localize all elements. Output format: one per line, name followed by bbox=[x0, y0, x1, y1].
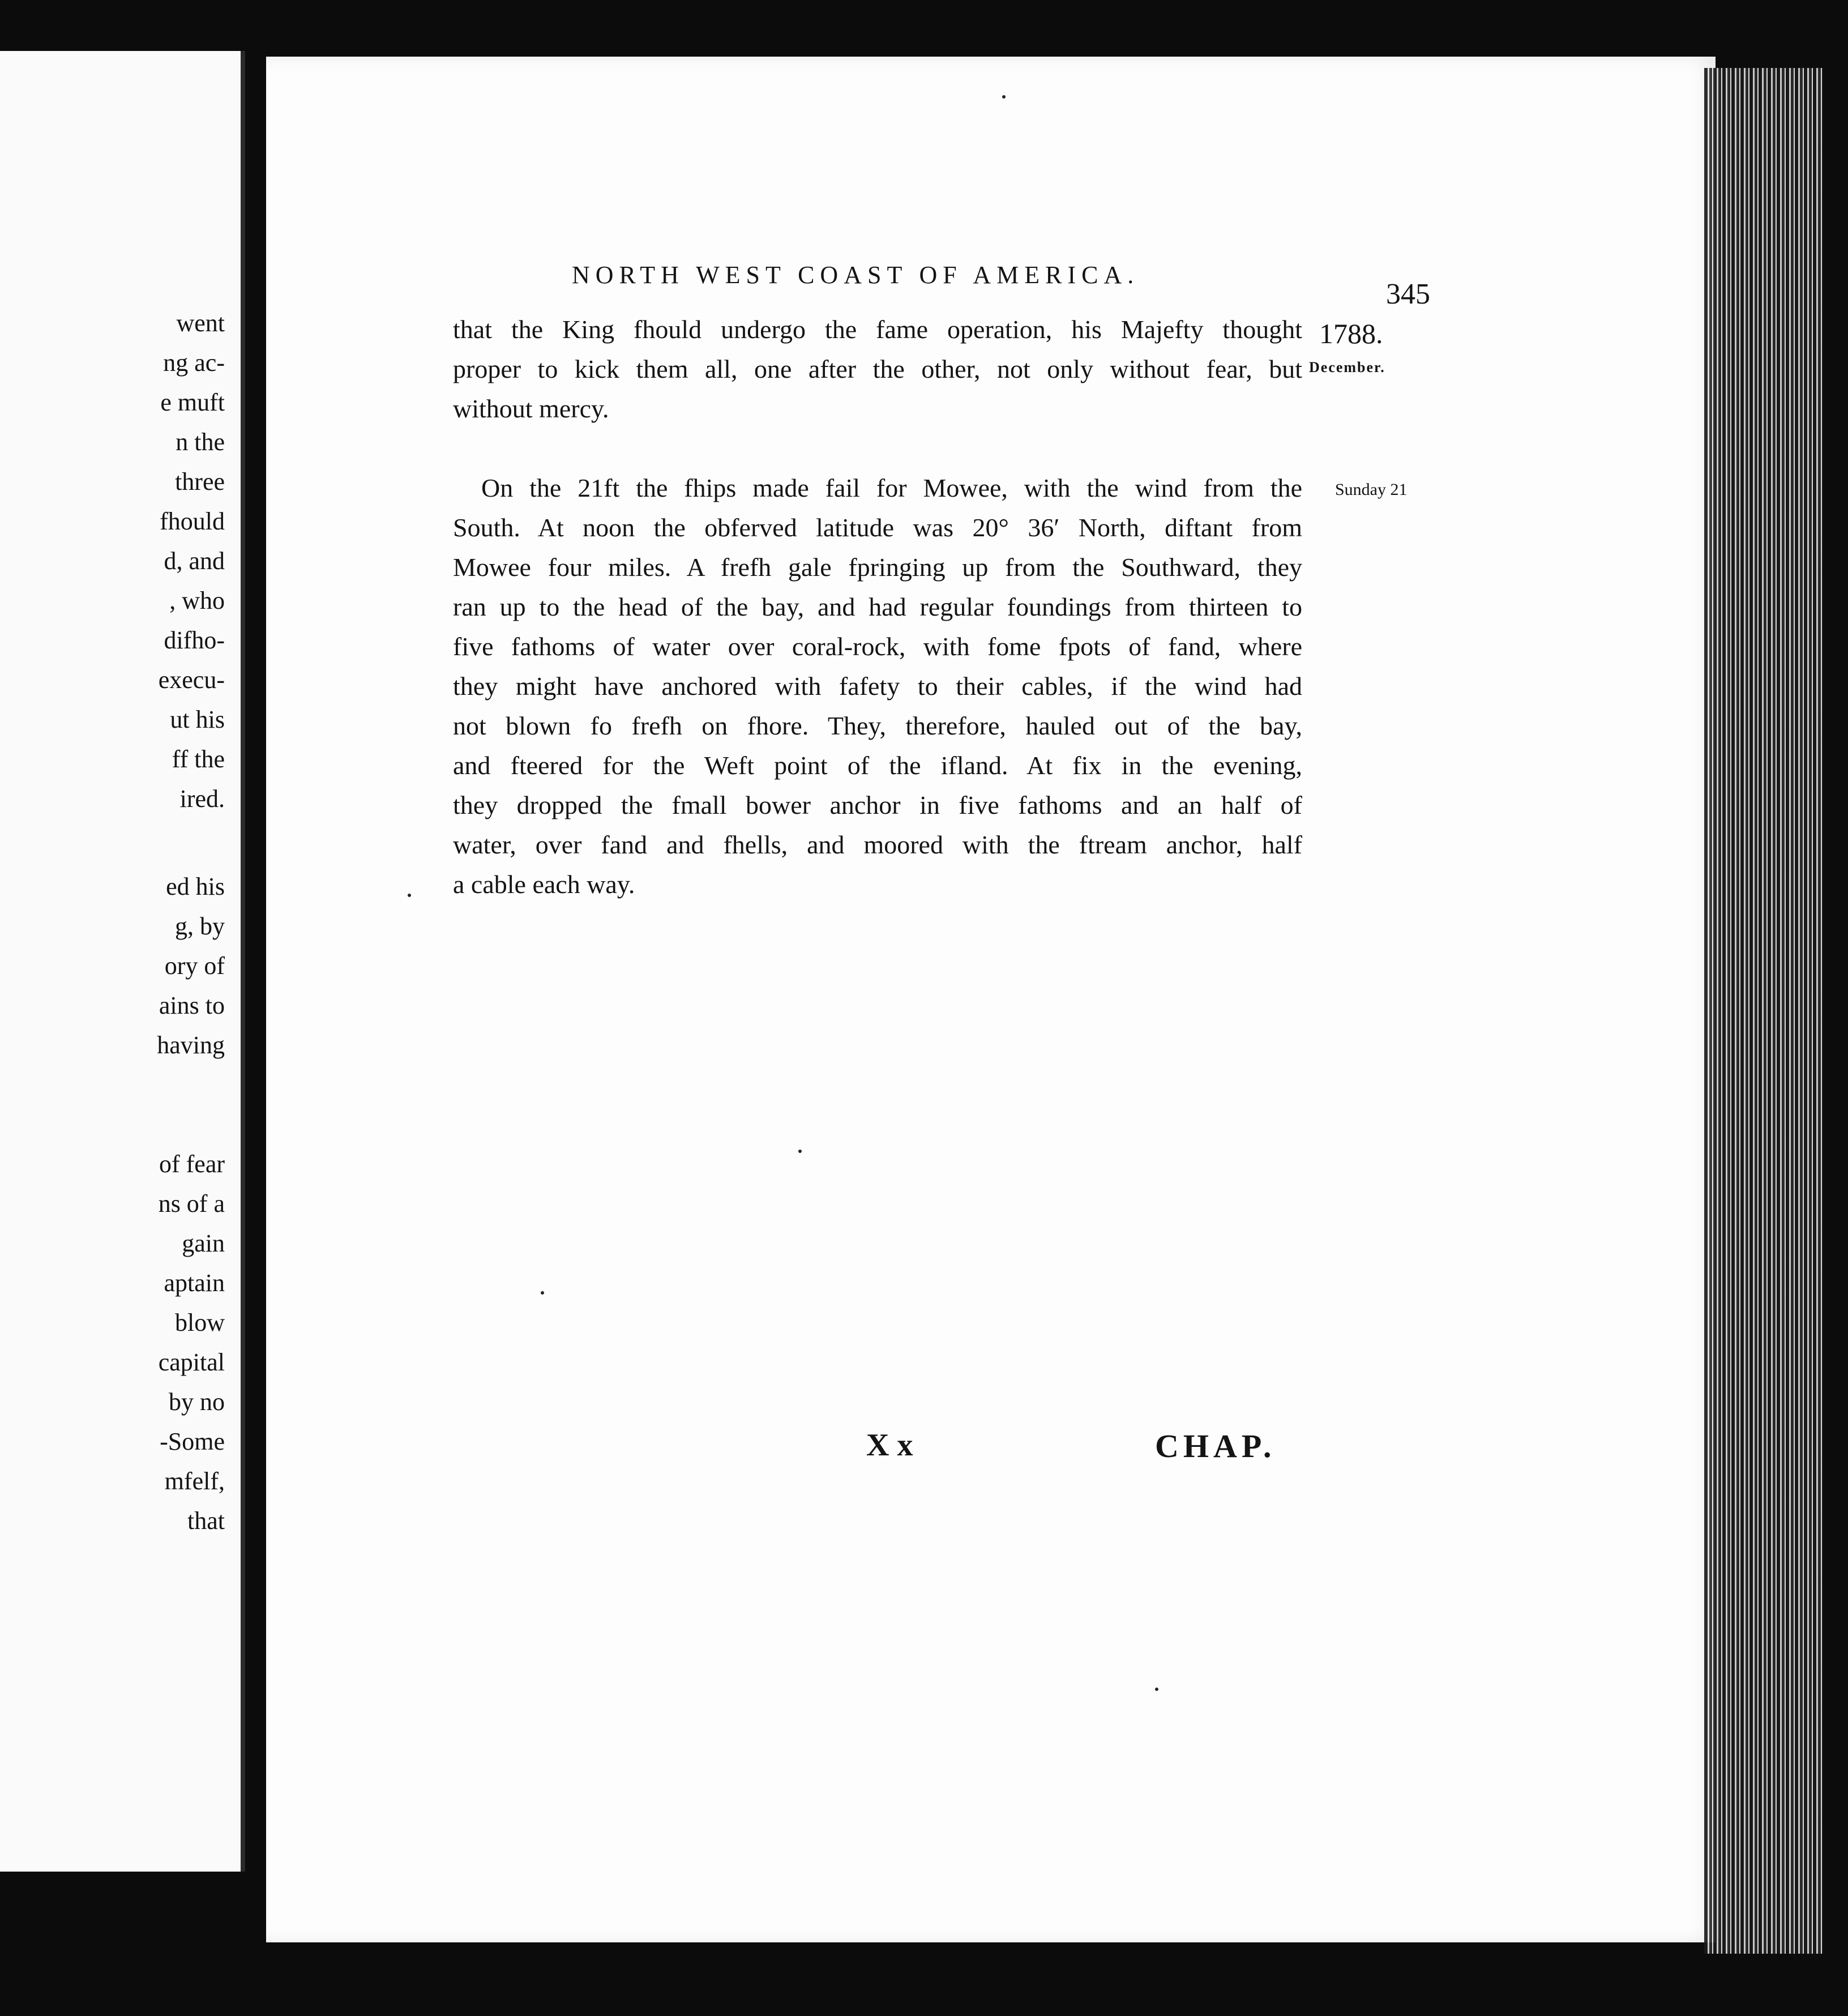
prev-page-line: ns of a bbox=[158, 1190, 225, 1218]
text-line: not blown fo frefh on fhore. They, therefore, hauled out of the bay, bbox=[453, 711, 1302, 740]
prev-page-line: ired. bbox=[179, 785, 225, 813]
signature-mark: X x bbox=[866, 1428, 913, 1463]
ink-speck bbox=[1002, 95, 1006, 99]
page-fore-edge bbox=[1704, 68, 1823, 1954]
prev-page-line: , who bbox=[169, 587, 225, 614]
margin-note-year: 1788. bbox=[1319, 318, 1383, 349]
text-line: On the 21ft the fhips made fail for Mowee, with the wind from the bbox=[481, 473, 1302, 502]
prev-page-line: difho- bbox=[164, 626, 225, 654]
prev-page-line: mfelf, bbox=[164, 1467, 225, 1495]
text-line: they dropped the fmall bower anchor in five fathoms and an half of bbox=[453, 791, 1302, 819]
catchword: CHAP. bbox=[1155, 1428, 1276, 1464]
text-line: and fteered for the Weft point of the ifland. At fix in the evening, bbox=[453, 751, 1302, 780]
prev-page-line: ng ac- bbox=[163, 349, 225, 377]
text-line: ran up to the head of the bay, and had regular foundings from thirteen to bbox=[453, 592, 1302, 621]
text-line: they might have anchored with fafety to their cables, if the wind had bbox=[453, 672, 1302, 701]
prev-page-line: ains to bbox=[159, 992, 225, 1019]
prev-page-line: capital bbox=[158, 1348, 225, 1376]
text-line: water, over fand and fhells, and moored with the ftream anchor, half bbox=[453, 830, 1302, 859]
text-line: South. At noon the obferved latitude was 20° 36′ North, diftant from bbox=[453, 513, 1302, 542]
prev-page-line: aptain bbox=[164, 1269, 225, 1297]
margin-note-month: December. bbox=[1309, 359, 1385, 375]
margin-note-day: Sunday 21 bbox=[1335, 480, 1408, 499]
prev-page-line: ory of bbox=[164, 952, 225, 980]
text-line: proper to kick them all, one after the other, not only without fear, but bbox=[453, 354, 1302, 383]
ink-speck bbox=[541, 1291, 544, 1295]
prev-page-line: n the bbox=[176, 428, 225, 456]
ink-speck bbox=[798, 1150, 802, 1153]
running-head: NORTH WEST COAST OF AMERICA. bbox=[572, 261, 1140, 289]
prev-page-line: ut his bbox=[170, 706, 225, 733]
prev-page-line: three bbox=[175, 468, 225, 496]
prev-page-line: fhould bbox=[160, 507, 225, 535]
text-line: Mowee four miles. A frefh gale fpringing up from the Southward, they bbox=[453, 553, 1302, 582]
prev-page-line: ff the bbox=[172, 745, 225, 773]
prev-page-line: e muft bbox=[160, 388, 225, 416]
prev-page-line: that bbox=[187, 1507, 225, 1535]
ink-speck bbox=[408, 894, 411, 897]
prev-page-line: went bbox=[176, 309, 225, 337]
text-line: a cable each way. bbox=[453, 870, 635, 899]
text-line: five fathoms of water over coral-rock, with fome fpots of fand, where bbox=[453, 632, 1302, 661]
prev-page-line: having bbox=[157, 1031, 225, 1059]
text-line: without mercy. bbox=[453, 394, 609, 423]
prev-page-line: gain bbox=[182, 1229, 225, 1257]
prev-page-line: by no bbox=[169, 1388, 225, 1416]
text-line: that the King fhould undergo the fame operation, his Majefty thought bbox=[453, 315, 1302, 344]
prev-page-line: of fear bbox=[159, 1150, 225, 1178]
prev-page-line: g, by bbox=[175, 912, 225, 940]
prev-page-line: -Some bbox=[160, 1428, 225, 1455]
ink-speck bbox=[1155, 1688, 1158, 1691]
page-number: 345 bbox=[1386, 278, 1430, 310]
prev-page-line: ed his bbox=[166, 873, 225, 900]
prev-page-line: execu- bbox=[158, 666, 225, 694]
prev-page-line: d, and bbox=[164, 547, 225, 575]
prev-page-line: blow bbox=[175, 1309, 225, 1336]
previous-page bbox=[0, 51, 245, 1872]
